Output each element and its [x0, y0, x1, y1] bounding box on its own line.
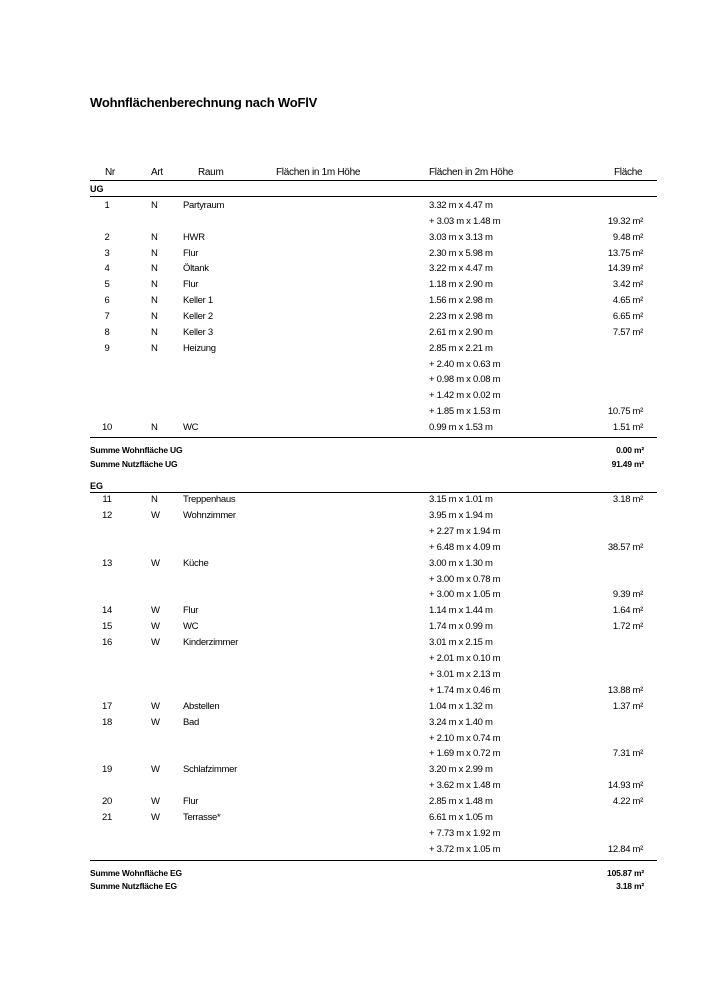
- cell-raum: Schlafzimmer: [183, 764, 237, 776]
- header-flaechen-1m: Flächen in 1m Höhe: [276, 167, 361, 178]
- cell-flaeche: 14.93 m²: [607, 780, 643, 792]
- header-nr: Nr: [105, 167, 115, 178]
- cell-flaeche: 7.57 m²: [612, 326, 643, 338]
- table-row: [0, 390, 706, 406]
- cell-raum: Flur: [183, 279, 199, 291]
- cell-flaechen-2m: + 3.62 m x 1.48 m: [429, 780, 501, 792]
- cell-art: W: [151, 557, 160, 569]
- table-row: [0, 653, 706, 669]
- cell-flaeche: 1.37 m²: [612, 700, 643, 712]
- cell-raum: Kinderzimmer: [183, 637, 238, 649]
- cell-flaeche: 1.72 m²: [612, 621, 643, 633]
- page-title: Wohnflächenberechnung nach WoFlV: [90, 95, 318, 110]
- cell-nr: 21: [102, 812, 112, 823]
- cell-raum: Abstellen: [183, 700, 220, 712]
- table-row: [0, 200, 706, 216]
- cell-raum: HWR: [183, 231, 205, 243]
- sum-value: 3.18 m²: [616, 881, 644, 891]
- cell-flaechen-2m: 3.15 m x 1.01 m: [429, 494, 493, 505]
- cell-flaeche: 13.75 m²: [607, 247, 643, 259]
- cell-flaechen-2m: + 2.27 m x 1.94 m: [429, 525, 501, 537]
- cell-raum: Keller 3: [183, 326, 213, 338]
- cell-flaechen-2m: 2.85 m x 1.48 m: [429, 796, 493, 808]
- cell-nr: 9: [104, 342, 110, 354]
- cell-flaechen-2m: + 1.85 m x 1.53 m: [429, 406, 501, 418]
- table-row: [0, 589, 706, 605]
- cell-raum: Küche: [183, 557, 209, 569]
- table-row: [0, 526, 706, 542]
- cell-art: W: [151, 812, 160, 823]
- sum-label: Summe Nutzfläche EG: [90, 881, 177, 891]
- table-row: [0, 828, 706, 844]
- table-row: [0, 812, 706, 828]
- cell-flaechen-2m: + 1.42 m x 0.02 m: [429, 390, 501, 402]
- cell-flaeche: 3.18 m²: [612, 494, 643, 505]
- sum-label: Summe Nutzfläche UG: [90, 459, 178, 469]
- cell-art: N: [151, 421, 158, 433]
- cell-flaeche: 6.65 m²: [612, 310, 643, 322]
- cell-flaechen-2m: 3.24 m x 1.40 m: [429, 716, 493, 728]
- header-flaeche: Fläche: [614, 167, 643, 178]
- cell-art: W: [151, 509, 160, 521]
- table-row: [0, 311, 706, 327]
- cell-nr: 11: [102, 494, 112, 505]
- cell-flaechen-2m: 3.32 m x 4.47 m: [429, 200, 493, 211]
- cell-raum: Öltank: [183, 263, 209, 275]
- cell-flaechen-2m: + 2.01 m x 0.10 m: [429, 653, 501, 664]
- cell-raum: Bad: [183, 716, 200, 728]
- cell-flaechen-2m: + 3.00 m x 0.78 m: [429, 573, 501, 585]
- sum-nutzflaeche-eg: [90, 881, 644, 891]
- cell-flaechen-2m: 6.61 m x 1.05 m: [429, 812, 493, 823]
- cell-raum: Wohnzimmer: [183, 509, 236, 521]
- cell-flaechen-2m: 1.74 m x 0.99 m: [429, 621, 493, 633]
- cell-art: W: [151, 621, 160, 633]
- cell-flaechen-2m: 2.30 m x 5.98 m: [429, 247, 493, 259]
- cell-flaeche: 12.84 m²: [607, 843, 643, 855]
- cell-flaechen-2m: 1.18 m x 2.90 m: [429, 279, 493, 291]
- table-row: [0, 796, 706, 812]
- cell-nr: 10: [102, 421, 112, 433]
- cell-nr: 16: [102, 637, 112, 649]
- cell-flaechen-2m: + 3.72 m x 1.05 m: [429, 843, 501, 855]
- section-divider-ug: [90, 196, 657, 197]
- sum-value: 91.49 m²: [611, 459, 644, 469]
- cell-nr: 7: [104, 310, 110, 322]
- sum-value: 105.87 m²: [607, 868, 644, 878]
- cell-flaechen-2m: 2.23 m x 2.98 m: [429, 310, 493, 322]
- cell-flaechen-2m: + 0.98 m x 0.08 m: [429, 374, 501, 386]
- section-label-ug: UG: [90, 184, 104, 194]
- cell-raum: Partyraum: [183, 200, 225, 211]
- cell-flaechen-2m: + 1.74 m x 0.46 m: [429, 684, 501, 696]
- cell-art: W: [151, 700, 160, 712]
- cell-nr: 4: [104, 263, 110, 275]
- table-row: [0, 510, 706, 526]
- cell-flaeche: 38.57 m²: [607, 541, 643, 553]
- cell-nr: 17: [102, 700, 112, 712]
- table-row: [0, 764, 706, 780]
- cell-flaechen-2m: 3.22 m x 4.47 m: [429, 263, 493, 275]
- cell-art: N: [151, 279, 158, 291]
- cell-raum: Terrasse*: [183, 812, 221, 823]
- section-divider-eg: [90, 492, 657, 493]
- cell-nr: 3: [104, 247, 110, 259]
- header-divider: [90, 180, 657, 181]
- cell-raum: Treppenhaus: [183, 494, 236, 505]
- cell-flaechen-2m: 3.00 m x 1.30 m: [429, 557, 493, 569]
- cell-flaeche: 14.39 m²: [607, 263, 643, 275]
- cell-raum: Flur: [183, 796, 199, 808]
- table-row: [0, 542, 706, 558]
- cell-flaechen-2m: 2.61 m x 2.90 m: [429, 326, 493, 338]
- sum-wohnflaeche-eg: [90, 868, 644, 878]
- cell-flaechen-2m: 3.95 m x 1.94 m: [429, 509, 493, 521]
- section-label-eg: EG: [90, 481, 104, 491]
- sum-nutzflaeche-ug: [90, 459, 644, 469]
- cell-nr: 13: [102, 557, 112, 569]
- cell-flaechen-2m: 1.56 m x 2.98 m: [429, 295, 493, 307]
- table-row: [0, 216, 706, 232]
- cell-art: W: [151, 637, 160, 649]
- table-row: [0, 558, 706, 574]
- cell-flaechen-2m: 0.99 m x 1.53 m: [429, 421, 493, 433]
- sum-label: Summe Wohnfläche EG: [90, 868, 182, 878]
- cell-flaeche: 10.75 m²: [607, 406, 643, 418]
- table-row: [0, 669, 706, 685]
- table-row: [0, 327, 706, 343]
- cell-flaechen-2m: + 7.73 m x 1.92 m: [429, 827, 501, 839]
- sum-wohnflaeche-ug: [90, 445, 644, 455]
- cell-raum: Flur: [183, 605, 199, 617]
- cell-flaechen-2m: + 3.00 m x 1.05 m: [429, 589, 501, 601]
- table-row: [0, 701, 706, 717]
- cell-art: N: [151, 231, 158, 243]
- cell-nr: 19: [102, 764, 112, 776]
- cell-flaechen-2m: + 2.10 m x 0.74 m: [429, 732, 501, 744]
- cell-art: W: [151, 796, 160, 808]
- cell-nr: 1: [104, 200, 110, 211]
- cell-flaechen-2m: 1.14 m x 1.44 m: [429, 605, 493, 617]
- cell-flaechen-2m: + 1.69 m x 0.72 m: [429, 748, 501, 760]
- cell-flaechen-2m: 1.04 m x 1.32 m: [429, 700, 493, 712]
- cell-raum: Heizung: [183, 342, 216, 354]
- table-row: [0, 685, 706, 701]
- table-row: [0, 621, 706, 637]
- table-row: [0, 263, 706, 279]
- ug-end-divider: [90, 437, 657, 438]
- cell-art: N: [151, 342, 158, 354]
- cell-flaeche: 9.48 m²: [612, 231, 643, 243]
- cell-art: N: [151, 247, 158, 259]
- cell-nr: 14: [102, 605, 112, 617]
- cell-art: N: [151, 295, 158, 307]
- cell-flaeche: 7.31 m²: [612, 748, 643, 760]
- cell-nr: 12: [102, 509, 112, 521]
- cell-nr: 18: [102, 716, 112, 728]
- cell-art: W: [151, 764, 160, 776]
- table-row: [0, 780, 706, 796]
- header-flaechen-2m: Flächen in 2m Höhe: [429, 167, 514, 178]
- header-raum: Raum: [198, 167, 224, 178]
- table-row: [0, 279, 706, 295]
- cell-nr: 6: [104, 295, 110, 307]
- cell-flaechen-2m: 3.01 m x 2.15 m: [429, 637, 493, 649]
- table-row: [0, 343, 706, 359]
- cell-raum: Keller 1: [183, 295, 213, 307]
- cell-flaeche: 1.64 m²: [612, 605, 643, 617]
- cell-art: N: [151, 326, 158, 338]
- sum-label: Summe Wohnfläche UG: [90, 445, 183, 455]
- table-row: [0, 406, 706, 422]
- cell-flaeche: 4.22 m²: [612, 796, 643, 808]
- table-row: [0, 374, 706, 390]
- cell-flaeche: 1.51 m²: [612, 421, 643, 433]
- cell-flaechen-2m: 2.85 m x 2.21 m: [429, 342, 493, 354]
- cell-flaeche: 19.32 m²: [607, 215, 643, 227]
- cell-nr: 8: [104, 326, 110, 338]
- cell-art: N: [151, 200, 158, 211]
- cell-raum: WC: [183, 421, 199, 433]
- cell-flaechen-2m: 3.03 m x 3.13 m: [429, 231, 493, 243]
- cell-raum: WC: [183, 621, 199, 633]
- cell-flaeche: 3.42 m²: [612, 279, 643, 291]
- cell-art: N: [151, 310, 158, 322]
- table-row: [0, 844, 706, 860]
- cell-flaechen-2m: + 2.40 m x 0.63 m: [429, 358, 501, 370]
- table-row: [0, 637, 706, 653]
- cell-art: W: [151, 716, 160, 728]
- cell-flaechen-2m: + 3.03 m x 1.48 m: [429, 215, 501, 227]
- table-row: [0, 359, 706, 375]
- table-row: [0, 422, 706, 438]
- cell-nr: 5: [104, 279, 110, 291]
- table-row: [0, 295, 706, 311]
- cell-raum: Keller 2: [183, 310, 213, 322]
- sum-value: 0.00 m²: [616, 445, 644, 455]
- header-art: Art: [151, 167, 163, 178]
- cell-flaeche: 13.88 m²: [607, 684, 643, 696]
- cell-flaeche: 4.65 m²: [612, 295, 643, 307]
- eg-end-divider: [90, 860, 657, 861]
- table-row: [0, 605, 706, 621]
- table-row: [0, 733, 706, 749]
- cell-flaechen-2m: + 3.01 m x 2.13 m: [429, 668, 501, 680]
- table-row: [0, 248, 706, 264]
- table-row: [0, 232, 706, 248]
- cell-art: W: [151, 605, 160, 617]
- table-row: [0, 494, 706, 510]
- cell-flaechen-2m: + 6.48 m x 4.09 m: [429, 541, 501, 553]
- cell-art: N: [151, 263, 158, 275]
- cell-nr: 2: [104, 231, 110, 243]
- cell-nr: 15: [102, 621, 112, 633]
- cell-art: N: [151, 494, 158, 505]
- cell-flaeche: 9.39 m²: [612, 589, 643, 601]
- cell-flaechen-2m: 3.20 m x 2.99 m: [429, 764, 493, 776]
- table-row: [0, 717, 706, 733]
- table-row: [0, 574, 706, 590]
- cell-raum: Flur: [183, 247, 199, 259]
- cell-nr: 20: [102, 796, 112, 808]
- table-row: [0, 748, 706, 764]
